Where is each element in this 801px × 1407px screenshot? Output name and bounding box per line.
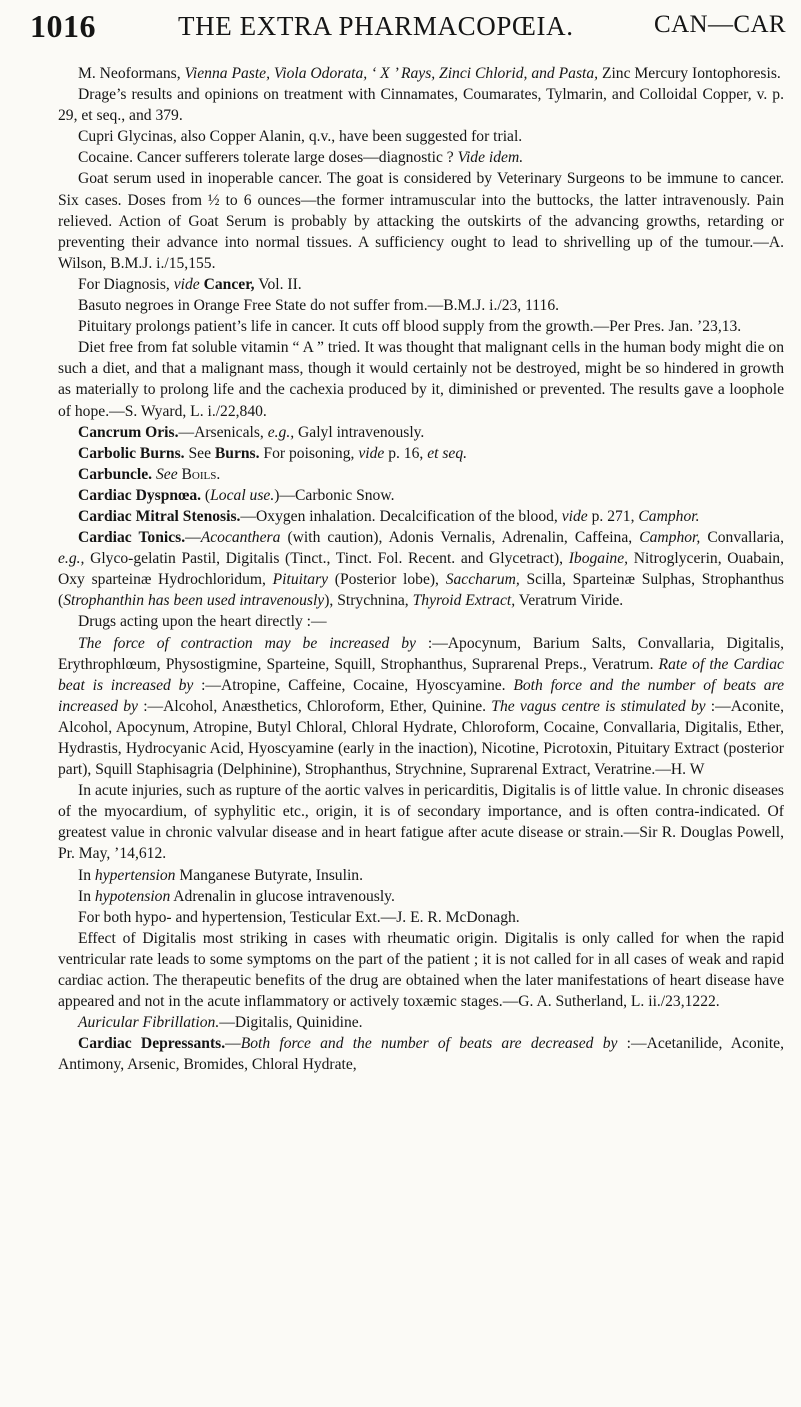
entry-heading: Cancrum Oris. [78, 423, 179, 441]
entry-heading: Carbolic Burns. [78, 444, 185, 462]
paragraph-pituitary: Pituitary prolongs patient’s life in cancer. It cuts off blood supply from the growth.—Per Pres. Jan. ’23,13. [78, 318, 742, 336]
page-number: 1016 [30, 8, 96, 44]
entry-carbolic-burns: Carbolic Burns. See Burns. For poisoning, vide p. 16, et seq. [78, 444, 468, 462]
paragraph-drage: Drage’s results and opinions on treatment with Cinnamates, Coumarates, Tylmarin, and Colloidal Copper, v. p. 29, et seq., and 379. [58, 86, 784, 125]
paragraph-hypotension: In hypotension Adrenalin in glucose intravenously. [78, 887, 395, 905]
entry-heading: Cardiac Depressants. [78, 1035, 226, 1053]
entry-cardiac-tonics: Cardiac Tonics.—Acocanthera (with caution), Adonis Vernalis, Adrenalin, Caffeina, Camphor, Convallaria, e.g., Glyco-gelatin Pastil, Digitalis (Tinct., Tinct. Fol. Recent. and Glycetract), Ibogaine, Nitroglycerin, Ouabain, Oxy sparteinæ Hydrochloridum, Pituitary (Posterior lobe), Saccharum, Scilla, Sparteinæ Sulphas, Strophanthus (Strophanthin has been used intravenously), Strychnina, Thyroid Extract, Veratrum Viride. [58, 529, 784, 610]
paragraph-diagnosis: For Diagnosis, vide Cancer, Vol. II. [78, 275, 302, 293]
paragraph-hypertension: In hypertension Manganese Butyrate, Insulin. [78, 866, 363, 884]
paragraph-basuto: Basuto negroes in Orange Free State do not suffer from.—B.M.J. i./23, 1116. [78, 297, 560, 315]
page-header [30, 8, 790, 56]
entry-heading: Cardiac Tonics. [78, 529, 186, 547]
paragraph-digitalis-effect: Effect of Digitalis most striking in cases with rheumatic origin. Digitalis is only called for when the rapid ventricular rate leads to some symptoms on the part of the patient ; it is not called for in all cases of weak and rapid cardiac action. The therapeutic benefits of the drug are obtained when the later manifestations of heart disease have appeared and not in the acute inflammatory or actively toxæmic stages.—G. A. Sutherland, L. ii./23,1222. [58, 929, 784, 1011]
entry-cancrum-oris: Cancrum Oris.—Arsenicals, e.g., Galyl intravenously. [78, 423, 425, 441]
paragraph-cupri-glycinas: Cupri Glycinas, also Copper Alanin, q.v., have been suggested for trial. [78, 128, 523, 146]
entry-heading: Cardiac Mitral Stenosis. [78, 507, 241, 525]
paragraph-acute-injuries: In acute injuries, such as rupture of the aortic valves in pericarditis, Digitalis is of little value. In chronic diseases of the myocardium, of syphylitic etc., origin, it is of secondary importance, and is often contra-indicated. Of greatest value in chronic valvular disease and in heart fatigue after acute disease or strain.—Sir R. Douglas Powell, Pr. May, ’14,612. [58, 782, 784, 863]
paragraph-diet: Diet free from fat soluble vitamin “ A ” tried. It was thought that malignant cells in the human body might die on such a diet, and that a malignant mass, though it would certainly not be destroyed, might be so hindered in growth as materially to prolong life and the cachexia produced by it, diminished or prevented. The results gave a loophole of hope.—S. Wyard, L. i./22,840. [58, 339, 784, 420]
paragraph-drugs-heading: Drugs acting upon the heart directly :— [78, 613, 327, 631]
paragraph-hypo-hyper: For both hypo- and hypertension, Testicular Ext.—J. E. R. McDonagh. [78, 908, 520, 926]
entry-cardiac-mitral-stenosis: Cardiac Mitral Stenosis.—Oxygen inhalation. Decalcification of the blood, vide p. 271, Camphor. [78, 507, 700, 525]
entry-heading: Cardiac Dyspnœa. [78, 486, 202, 504]
entry-heading: Carbuncle. [78, 465, 153, 483]
section-range: CAN—CAR [654, 11, 786, 38]
paragraph-auricular-fibrillation: Auricular Fibrillation.—Digitalis, Quinidine. [78, 1014, 363, 1032]
entry-cardiac-depressants: Cardiac Depressants.—Both force and the number of beats are decreased by :—Acetanilide, Aconite, Antimony, Arsenic, Bromides, Chloral Hydrate, [58, 1035, 784, 1074]
paragraph-drugs-acting: The force of contraction may be increased by :—Apocynum, Barium Salts, Convallaria, Digitalis, Erythrophlœum, Physostigmine, Sparteine, Squill, Strophanthus, Suprarenal Preps., Veratrum. Rate of the Cardiac beat is increased by :—Atropine, Caffeine, Cocaine, Hyoscyamine. Both force and the number of beats are increased by :—Alcohol, Anæsthetics, Chloroform, Ether, Quinine. The vagus centre is stimulated by :—Aconite, Alcohol, Apocynum, Atropine, Butyl Chloral, Chloral Hydrate, Chloroform, Cocaine, Convallaria, Digitalis, Ether, Hydrastis, Hydrocyanic Acid, Hyoscyamine (early in the inaction), Nicotine, Picrotoxin, Pituitary Extract (posterior part), Squill Staphisagria (Delphinine), Strophanthus, Strychnine, Suprarenal Extract, Veratrine.—H. W [58, 634, 784, 779]
entry-carbuncle: Carbuncle. See Boils. [78, 465, 221, 483]
paragraph-neoformans: M. Neoformans, Vienna Paste, Viola Odorata, ‘ X ’ Rays, Zinci Chlorid, and Pasta, Zinc Mercury Iontophoresis. [78, 65, 781, 82]
page-body [58, 63, 784, 1076]
entry-cardiac-dyspnoea: Cardiac Dyspnœa. (Local use.)—Carbonic Snow. [78, 486, 395, 504]
running-title: THE EXTRA PHARMACOPŒIA. [178, 11, 574, 41]
paragraph-cocaine: Cocaine. Cancer sufferers tolerate large doses—diagnostic ? Vide idem. [78, 149, 524, 167]
paragraph-goat-serum: Goat serum used in inoperable cancer. The goat is considered by Veterinary Surgeons to be immune to cancer. Six cases. Doses from ½ to 6 ounces—the former intramuscular into the buttocks, the latter intravenously. Pain relieved. Action of Goat Serum is probably by attacking the outskirts of the advancing growths, retarding or preventing their advance into normal tissues. A sufficiency ought to lead to shrivelling up of the tumour.—A. Wilson, B.M.J. i./15,155. [58, 170, 784, 272]
